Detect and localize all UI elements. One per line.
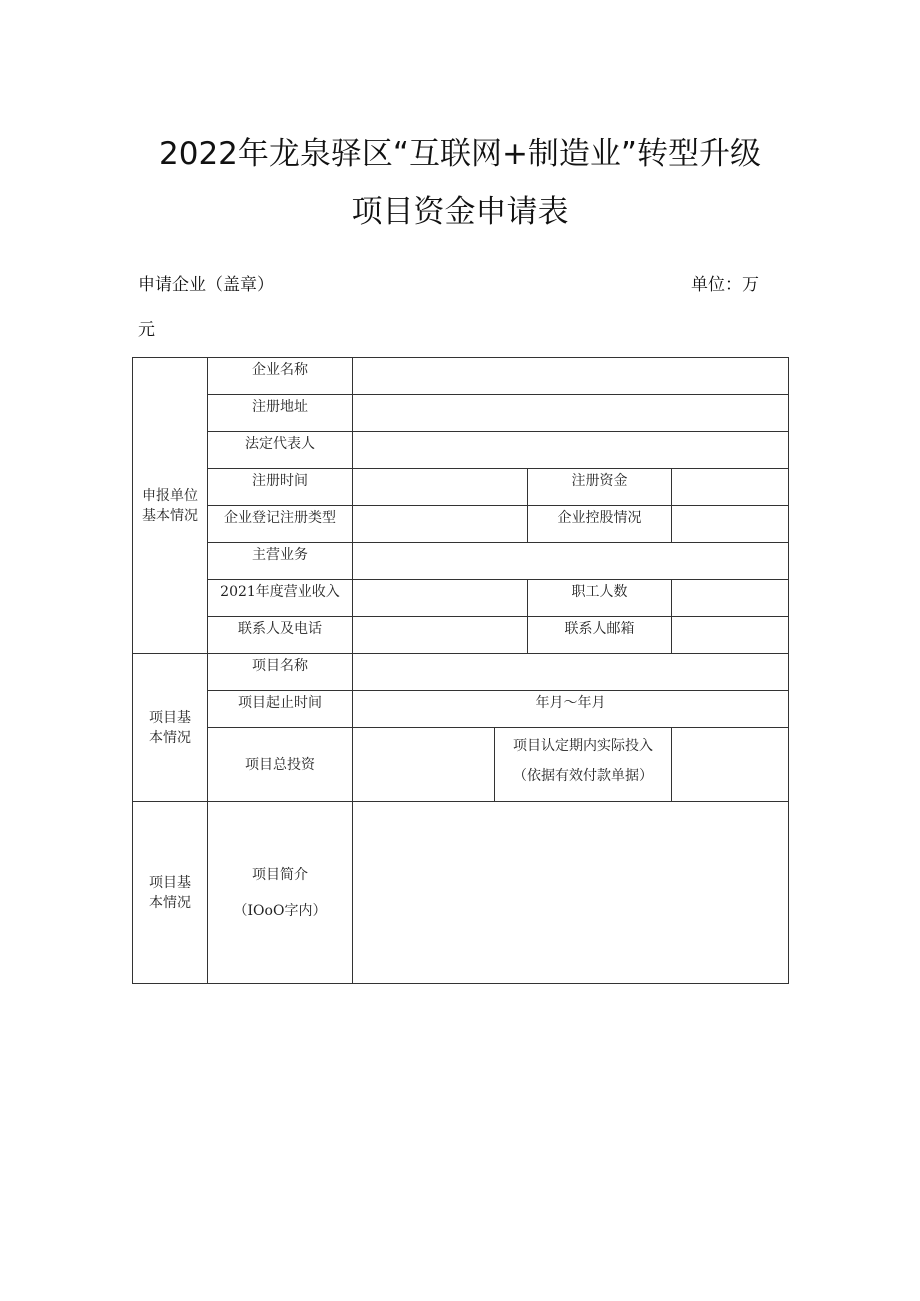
form-title-line2: 项目资金申请表 [351, 194, 569, 230]
contact-email-field[interactable] [672, 617, 789, 654]
intro-label-line2: （IOoO字内） [233, 902, 327, 919]
form-title-line1: 2022年龙泉驿区“互联网+制造业”转型升级 [159, 136, 761, 172]
revenue-label: 2021年度营业收入 [208, 580, 353, 617]
application-form-table [132, 357, 789, 984]
row-reg-time [133, 469, 789, 506]
row-project-name [133, 654, 789, 691]
contact-email-label: 联系人邮箱 [528, 617, 672, 654]
company-name-field[interactable] [353, 358, 789, 395]
main-business-field[interactable] [353, 543, 789, 580]
total-investment-label: 项目总投资 [208, 728, 353, 802]
row-investment [133, 728, 789, 802]
holding-field[interactable] [672, 506, 789, 543]
row-intro [133, 802, 789, 984]
actual-investment-label-line2: （依据有效付款单据） [513, 768, 653, 784]
project-name-field[interactable] [353, 654, 789, 691]
project-name-label: 项目名称 [208, 654, 353, 691]
row-main-business [133, 543, 789, 580]
reg-time-label: 注册时间 [208, 469, 353, 506]
intro-label-line1: 项目简介 [252, 866, 308, 883]
period-field[interactable] [353, 691, 789, 728]
total-investment-field[interactable] [353, 728, 495, 802]
section-intro-label [133, 802, 208, 984]
reg-capital-field[interactable] [672, 469, 789, 506]
period-label: 项目起止时间 [208, 691, 353, 728]
unit-label: 单位：万 [691, 275, 759, 295]
period-value: 年月～年月 [535, 695, 606, 711]
section-project-label-line1: 项目基 [149, 709, 191, 726]
legal-rep-field[interactable] [353, 432, 789, 469]
actual-investment-field[interactable] [672, 728, 789, 802]
section-basic-label-line2: 基本情况 [142, 507, 198, 524]
unit-label-wrap: 元 [138, 320, 155, 340]
actual-investment-label-line1: 项目认定期内实际投入 [513, 738, 653, 754]
row-contact [133, 617, 789, 654]
legal-rep-label: 法定代表人 [208, 432, 353, 469]
reg-capital-label: 注册资金 [528, 469, 672, 506]
row-revenue [133, 580, 789, 617]
contact-phone-label: 联系人及电话 [208, 617, 353, 654]
actual-investment-label [495, 728, 672, 802]
reg-type-field[interactable] [353, 506, 528, 543]
contact-phone-field[interactable] [353, 617, 528, 654]
reg-address-label: 注册地址 [208, 395, 353, 432]
section-intro-label-line1: 项目基 [149, 874, 191, 891]
employees-field[interactable] [672, 580, 789, 617]
main-business-label: 主营业务 [208, 543, 353, 580]
section-intro-label-line2: 本情况 [149, 894, 191, 911]
applicant-label: 申请企业（盖章） [138, 275, 274, 295]
row-company-name [133, 358, 789, 395]
revenue-field[interactable] [353, 580, 528, 617]
employees-label: 职工人数 [528, 580, 672, 617]
reg-type-label: 企业登记注册类型 [208, 506, 353, 543]
row-reg-address [133, 395, 789, 432]
reg-address-field[interactable] [353, 395, 789, 432]
intro-label [208, 802, 353, 984]
intro-field[interactable] [353, 802, 789, 984]
row-reg-type [133, 506, 789, 543]
row-legal-rep [133, 432, 789, 469]
holding-label: 企业控股情况 [528, 506, 672, 543]
row-period [133, 691, 789, 728]
section-basic-label-line1: 申报单位 [142, 487, 198, 504]
company-name-label: 企业名称 [208, 358, 353, 395]
section-basic-label [133, 358, 208, 654]
section-project-label [133, 654, 208, 802]
section-project-label-line2: 本情况 [149, 729, 191, 746]
reg-time-field[interactable] [353, 469, 528, 506]
